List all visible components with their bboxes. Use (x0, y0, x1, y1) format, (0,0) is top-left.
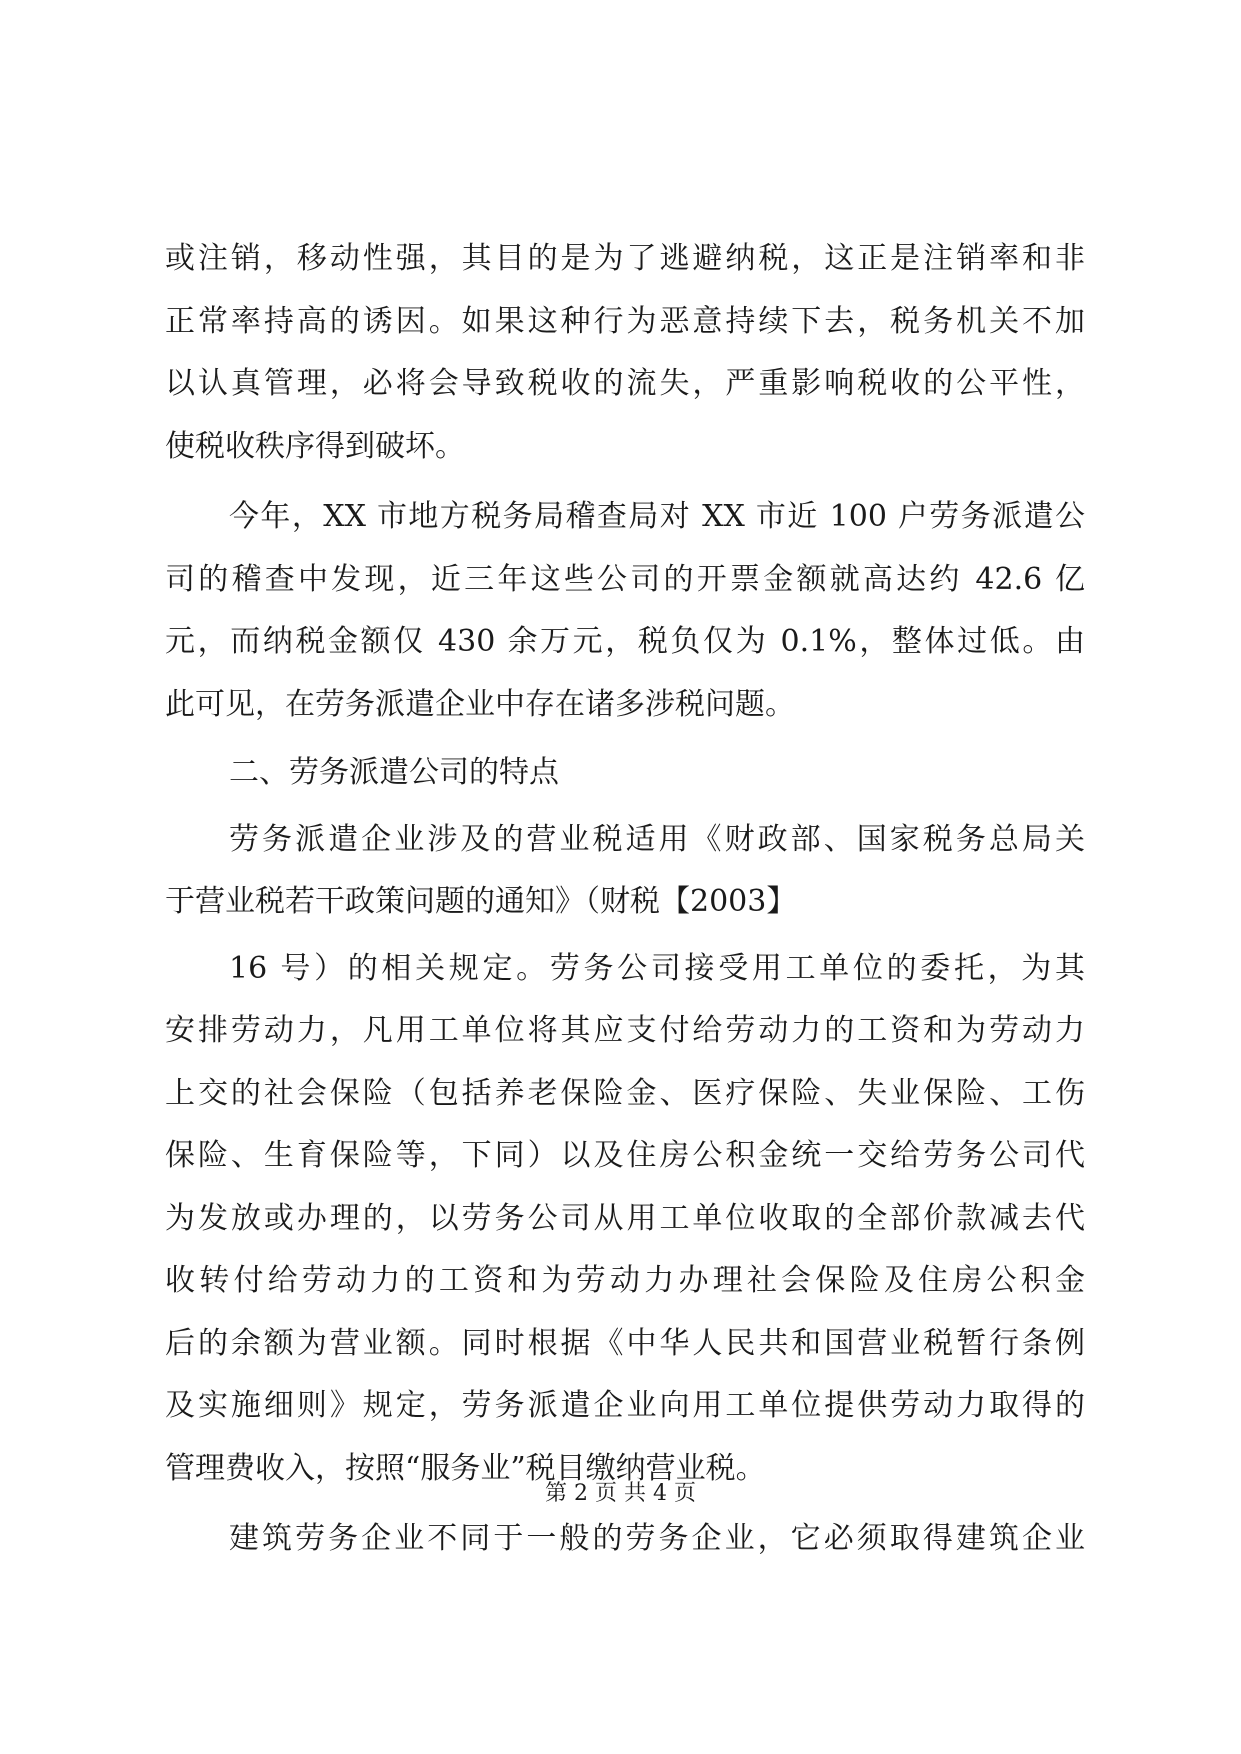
text-line: 建筑劳务企业不同于一般的劳务企业，它必须取得建筑企业 (229, 1521, 1085, 1556)
text-line: 收转付给劳动力的工资和为劳动力办理社会保险及住房公积金 (165, 1263, 1085, 1298)
text-line: 及实施细则》规定，劳务派遣企业向用工单位提供劳动力取得的 (165, 1388, 1085, 1423)
text-line: 管理费收入，按照“服务业”税目缴纳营业税。 (165, 1450, 766, 1486)
text-line: 为发放或办理的，以劳务公司从用工单位收取的全部价款减去代 (165, 1200, 1085, 1236)
text-line: 元，而纳税金额仅 430 余万元，税负仅为 0.1%，整体过低。由 (165, 624, 1085, 659)
document-body (165, 228, 1085, 1571)
text-line: 16 号）的相关规定。劳务公司接受用工单位的委托，为其 (229, 950, 1085, 986)
text-line: 以认真管理，必将会导致税收的流失，严重影响税收的公平性， (165, 366, 1085, 401)
text-line: 二、劳务派遣公司的特点 (229, 755, 559, 790)
text-line: 上交的社会保险（包括养老保险金、医疗保险、失业保险、工伤 (165, 1075, 1085, 1111)
text-line: 保险、生育保险等，下同）以及住房公积金统一交给劳务公司代 (165, 1138, 1085, 1173)
text-line: 今年，XX 市地方税务局稽查局对 XX 市近 100 户劳务派遣公 (229, 499, 1085, 534)
text-line: 或注销，移动性强，其目的是为了逃避纳税，这正是注销率和非 (165, 241, 1085, 276)
text-line: 安排劳动力，凡用工单位将其应支付给劳动力的工资和为劳动力 (165, 1013, 1085, 1048)
page-footer: 第 2 页 共 4 页 (545, 1481, 696, 1506)
text-line: 正常率持高的诱因。如果这种行为恶意持续下去，税务机关不加 (165, 303, 1085, 339)
text-line: 后的余额为营业额。同时根据《中华人民共和国营业税暂行条例 (165, 1325, 1085, 1361)
text-line: 司的稽查中发现，近三年这些公司的开票金额就高达约 42.6 亿 (165, 561, 1085, 597)
text-line: 此可见，在劳务派遣企业中存在诸多涉税问题。 (165, 686, 795, 722)
text-line: 使税收秩序得到破坏。 (165, 428, 465, 464)
text-line: 于营业税若干政策问题的通知》（财税【2003】 (165, 884, 797, 919)
text-line: 劳务派遣企业涉及的营业税适用《财政部、国家税务总局关 (229, 821, 1085, 857)
